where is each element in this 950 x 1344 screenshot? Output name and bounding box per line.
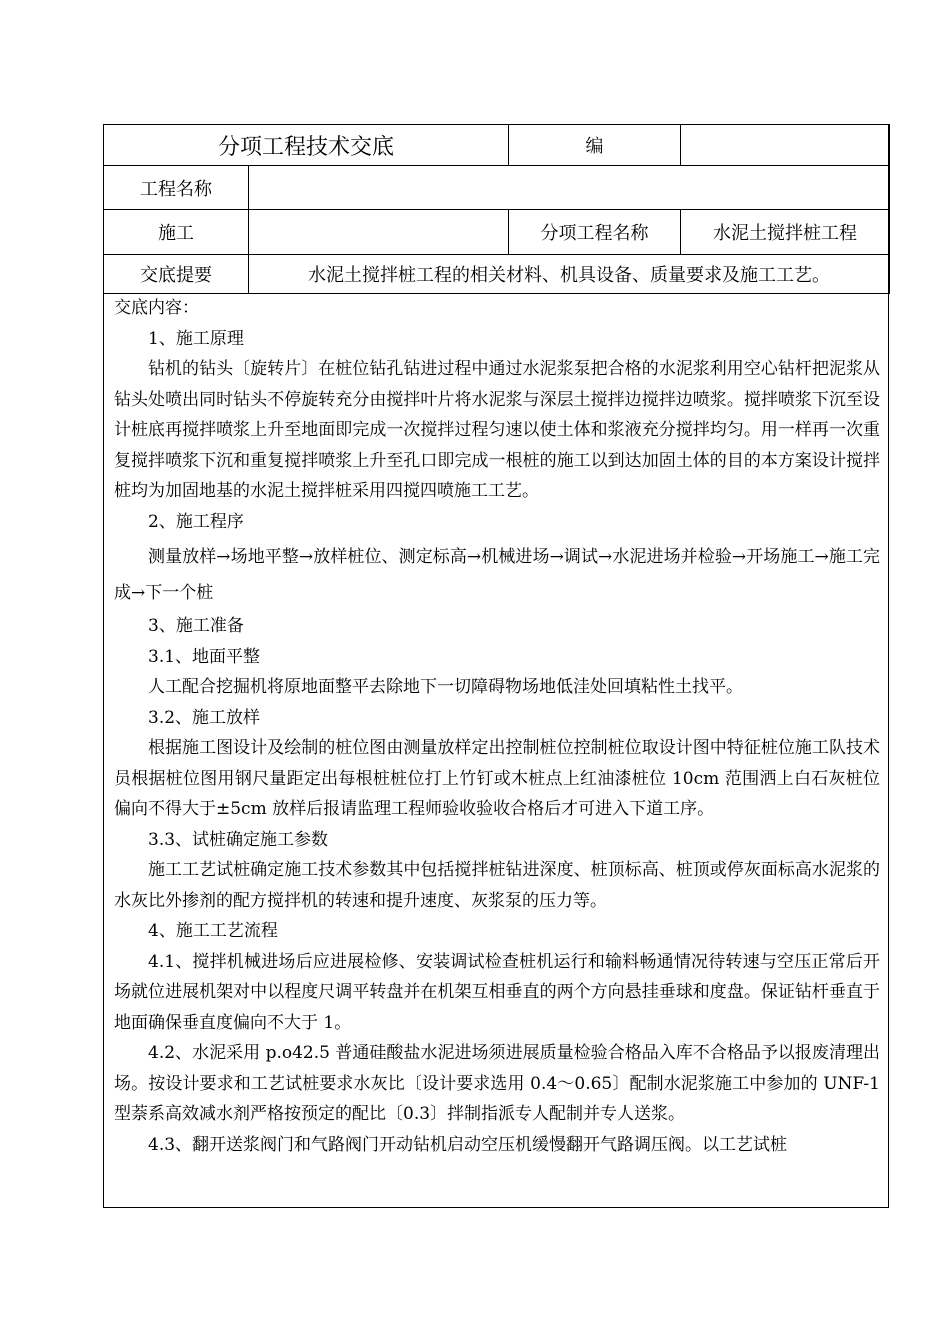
code-value xyxy=(681,125,890,166)
section-3-2-title: 3.2、施工放样 xyxy=(148,707,261,728)
content-heading: 交底内容： xyxy=(114,298,199,318)
section-4-3-body: 4.3、翻开送浆阀门和气路阀门开动钻机启动空压机缓慢翻开气路调压阀。以工艺试桩 xyxy=(148,1134,788,1155)
construction-label: 施工 xyxy=(104,210,249,255)
project-name-label: 工程名称 xyxy=(104,166,249,210)
section-4-2-body: 4.2、水泥采用 p.o42.5 普通硅酸盐水泥进场须进展质量检验合格品入库不合格品予以报废清理出场。按设计要求和工艺试桩要求水灰比〔设计要求选用 0.4～0.65〕配制水泥浆施工中参加的 UNF-1 型萘系高效减水剂严格按预定的配比〔0.3〕拌制指派专人配制并专人送浆。 xyxy=(114,1043,880,1124)
section-3-1-body: 人工配合挖掘机将原地面整平去除地下一切障碍物场地低洼处回填粘性土找平。 xyxy=(148,677,743,697)
section-3-title: 3、施工准备 xyxy=(148,616,244,636)
section-3-2-body: 根据施工图设计及绘制的桩位图由测量放样定出控制桩位控制桩位取设计图中特征桩位施工队技术员根据桩位图用钢尺量距定出每根桩桩位打上竹钉或木桩点上红油漆桩位 10cm 范围洒上白石灰桩位偏向不得大于±5cm 放样后报请监理工程师验收验收合格后才可进入下道工序。 xyxy=(114,738,880,819)
section-4-title: 4、施工工艺流程 xyxy=(148,921,278,941)
section-2-title: 2、施工程序 xyxy=(148,511,244,532)
disclosure-content xyxy=(104,293,888,1207)
construction-value xyxy=(249,210,509,255)
header-table xyxy=(103,124,890,294)
code-label: 编 xyxy=(509,125,681,166)
section-3-1-title: 3.1、地面平整 xyxy=(148,646,261,667)
section-2-body: 测量放样→场地平整→放样桩位、测定标高→机械进场→调试→水泥进场并检验→开场施工→施工完成→下一个桩 xyxy=(114,547,880,603)
subproject-value: 水泥土搅拌桩工程 xyxy=(681,210,890,255)
summary-value: 水泥土搅拌桩工程的相关材料、机具设备、质量要求及施工工艺。 xyxy=(249,255,890,294)
disclosure-sheet xyxy=(103,124,889,1208)
project-name-value xyxy=(249,166,890,210)
section-4-1-body: 4.1、搅拌机械进场后应进展检修、安装调试检查桩机运行和输料畅通情况待转速与空压正常后开场就位进展机架对中以程度尺调平转盘并在机架互相垂直的两个方向悬挂垂球和度盘。保证钻杆垂直于地面确保垂直度偏向不大于 1。 xyxy=(114,951,880,1033)
section-3-3-title: 3.3、试桩确定施工参数 xyxy=(148,829,329,850)
section-3-3-body: 施工工艺试桩确定施工技术参数其中包括搅拌桩钻进深度、桩顶标高、桩顶或停灰面标高水泥浆的水灰比外掺剂的配方搅拌机的转速和提升速度、灰浆泵的压力等。 xyxy=(114,860,880,911)
subproject-label: 分项工程名称 xyxy=(509,210,681,255)
form-title: 分项工程技术交底 xyxy=(104,125,509,166)
section-1-title: 1、施工原理 xyxy=(148,328,244,349)
summary-label: 交底提要 xyxy=(104,255,249,294)
section-1-body: 钻机的钻头〔旋转片〕在桩位钻孔钻进过程中通过水泥浆泵把合格的水泥浆利用空心钻杆把泥浆从钻头处喷出同时钻头不停旋转充分由搅拌叶片将水泥浆与深层土搅拌边搅拌边喷浆。搅拌喷浆下沉至设计桩底再搅拌喷浆上升至地面即完成一次搅拌过程匀速以使土体和浆液充分搅拌均匀。用一样再一次重复搅拌喷浆下沉和重复搅拌喷浆上升至孔口即完成一根桩的施工以到达加固土体的目的本方案设计搅拌桩均为加固地基的水泥土搅拌桩采用四搅四喷施工工艺。 xyxy=(114,359,880,501)
